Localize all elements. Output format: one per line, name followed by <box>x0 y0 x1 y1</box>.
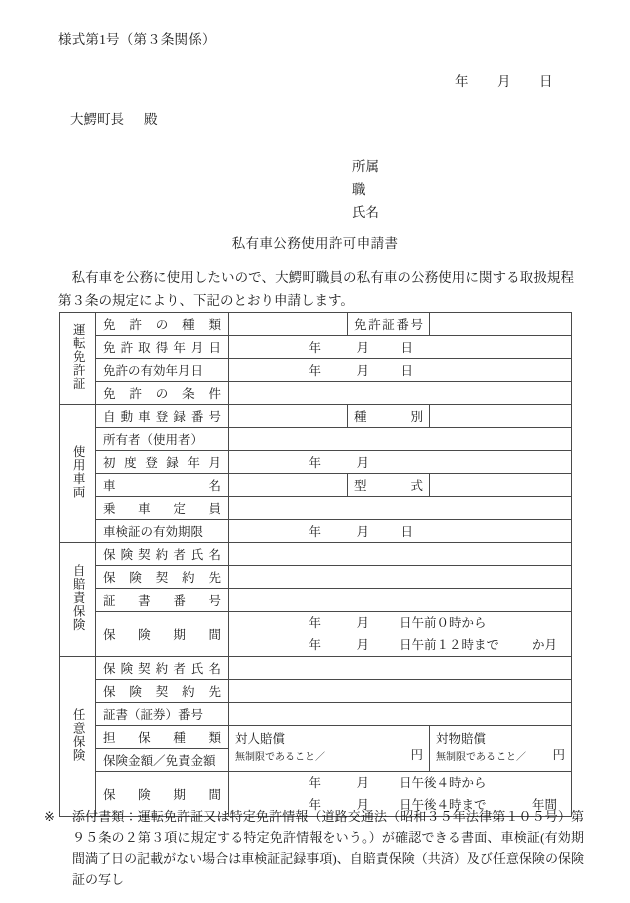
table-row <box>60 680 572 703</box>
period-tail-text: 日午後４時まで <box>399 798 487 812</box>
row-label: 免 許 の 種 類 <box>96 313 229 336</box>
row-label: 証書（証券）番号 <box>96 703 229 726</box>
coverage-cell-1 <box>430 726 572 772</box>
application-details-table <box>59 312 572 817</box>
month-label: 月 <box>356 638 369 652</box>
row-label: 車 名 <box>96 474 229 497</box>
year-label: 年 <box>308 798 321 812</box>
year-label: 年 <box>308 638 321 652</box>
intro-paragraph <box>58 266 574 312</box>
coverage-currency-unit: 円 <box>410 748 423 762</box>
sub-value-field[interactable] <box>430 474 572 497</box>
month-label: 月 <box>356 525 369 539</box>
sub-value-field[interactable] <box>430 313 572 336</box>
sub-value-field[interactable] <box>430 405 572 428</box>
row-label: 保 険 契 約 者 氏 名 <box>96 543 229 566</box>
addressee-line <box>70 108 158 128</box>
period-line-2 <box>229 634 571 656</box>
coverage-note: 円 無制限であること／ <box>436 748 565 763</box>
section-label-text: 使用車両 <box>71 444 86 499</box>
row-label: 保険金額／免責金額 <box>96 749 229 772</box>
value-field[interactable] <box>229 405 348 428</box>
date-field[interactable] <box>229 336 572 359</box>
date-year-label: 年 <box>455 74 469 89</box>
addressee-name: 大鰐町長 <box>70 112 124 127</box>
value-field[interactable] <box>229 428 572 451</box>
coverage-title: 対人賠償 <box>235 732 286 746</box>
period-unit: 年間 <box>531 798 557 812</box>
period-line-1 <box>229 772 571 794</box>
year-label: 年 <box>308 616 321 630</box>
table-row <box>60 382 572 405</box>
row-label: 初 度 登 録 年 月 <box>96 451 229 474</box>
table-row <box>60 703 572 726</box>
sub-label: 種 別 <box>348 405 430 428</box>
section-label-0 <box>60 313 96 405</box>
row-label: 保 険 期 間 <box>96 772 229 817</box>
row-label: 免 許 取 得 年 月 日 <box>96 336 229 359</box>
section-label-2 <box>60 543 96 657</box>
month-label: 月 <box>356 456 369 470</box>
year-label: 年 <box>308 776 321 790</box>
value-field[interactable] <box>229 703 572 726</box>
value-field[interactable] <box>229 382 572 405</box>
table-row <box>60 313 572 336</box>
coverage-cell-0 <box>229 726 430 772</box>
coverage-title: 対物賠償 <box>436 732 487 746</box>
table-row <box>60 657 572 680</box>
date-field[interactable] <box>229 520 572 543</box>
table-row <box>60 566 572 589</box>
table-body <box>60 313 572 817</box>
day-label: 日 <box>400 364 413 378</box>
month-label: 月 <box>356 776 369 790</box>
sub-label: 免 許 証 番 号 <box>348 313 430 336</box>
footnote-body <box>72 806 584 890</box>
date-day-label: 日 <box>539 74 553 89</box>
row-label: 保 険 契 約 者 氏 名 <box>96 657 229 680</box>
table-row <box>60 474 572 497</box>
period-tail-text: 日午前０時から <box>399 616 487 630</box>
date-field[interactable] <box>229 359 572 382</box>
coverage-currency-unit: 円 <box>552 748 565 762</box>
coverage-note: 円 無制限であること／ <box>235 748 423 763</box>
row-label: 免許の有効年月日 <box>96 359 229 382</box>
value-field[interactable] <box>229 680 572 703</box>
footnote-mark: ※ <box>44 809 55 824</box>
row-label: 車検証の有効期限 <box>96 520 229 543</box>
month-label: 月 <box>356 616 369 630</box>
section-label-3 <box>60 657 96 817</box>
period-tail-text: 日午後４時から <box>399 776 487 790</box>
period-line-1 <box>229 612 571 634</box>
intro-text: 私有車を公務に使用したいので、大鰐町職員の私有車の公務使用に関する取扱規程第３条の規定により、下記のとおり申請します。 <box>58 270 574 308</box>
row-label: 免 許 の 条 件 <box>96 382 229 405</box>
table-row <box>60 520 572 543</box>
applicant-affiliation-label: 所属 <box>352 159 379 174</box>
applicant-position-label: 職 <box>352 182 366 197</box>
day-label: 日 <box>400 341 413 355</box>
applicant-name-label: 氏名 <box>352 205 379 220</box>
applicant-block <box>352 155 379 224</box>
row-label: 保 険 期 間 <box>96 612 229 657</box>
footnote-text: 添付書類：運転免許証又は特定免許情報（道路交通法（昭和３５年法律第１０５号）第９５条の２第３項に規定する特定免許情報をいう。）が確認できる書面、車検証(有効期間満了日の記載がない場合は車検証記録事項)、自賠責保険（共済）及び任意保険の保険証の写し <box>72 809 584 887</box>
addressee-honorific: 殿 <box>144 112 158 127</box>
row-label: 保 険 契 約 先 <box>96 680 229 703</box>
day-label: 日 <box>400 525 413 539</box>
row-label: 自 動 車 登 録 番 号 <box>96 405 229 428</box>
table-row <box>60 612 572 657</box>
section-label-1 <box>60 405 96 543</box>
form-number: 様式第1号（第３条関係） <box>58 32 216 47</box>
page-title: 私有車公務使用許可申請書 <box>231 236 399 251</box>
row-label: 証 書 番 号 <box>96 589 229 612</box>
period-field[interactable] <box>229 612 572 657</box>
month-label: 月 <box>356 798 369 812</box>
section-label-text: 任意保険 <box>71 707 86 762</box>
month-label: 月 <box>356 364 369 378</box>
date-field[interactable] <box>229 451 572 474</box>
value-field[interactable] <box>229 474 348 497</box>
row-label: 乗 車 定 員 <box>96 497 229 520</box>
submission-date-line <box>455 70 553 90</box>
year-label: 年 <box>308 525 321 539</box>
table-row <box>60 497 572 520</box>
value-field[interactable] <box>229 497 572 520</box>
value-field[interactable] <box>229 543 572 566</box>
table-row <box>60 428 572 451</box>
table-row <box>60 336 572 359</box>
value-field[interactable] <box>229 657 572 680</box>
row-label: 保 険 契 約 先 <box>96 566 229 589</box>
sub-label: 型 式 <box>348 474 430 497</box>
month-label: 月 <box>356 341 369 355</box>
year-label: 年 <box>308 456 321 470</box>
value-field[interactable] <box>229 313 348 336</box>
year-label: 年 <box>308 364 321 378</box>
value-field[interactable] <box>229 566 572 589</box>
period-tail-text: 日午前１２時まで <box>399 638 500 652</box>
section-label-text: 自賠責保険 <box>71 563 86 632</box>
table-row <box>60 359 572 382</box>
year-label: 年 <box>308 341 321 355</box>
footnote <box>44 806 584 890</box>
table-row <box>60 451 572 474</box>
row-label: 所有者（使用者） <box>96 428 229 451</box>
value-field[interactable] <box>229 589 572 612</box>
section-label-text: 運転免許証 <box>71 322 86 391</box>
table-row <box>60 589 572 612</box>
period-unit: か月 <box>531 638 557 652</box>
date-month-label: 月 <box>497 74 511 89</box>
table-row <box>60 726 572 749</box>
table-row <box>60 405 572 428</box>
table-row <box>60 543 572 566</box>
row-label: 担 保 種 類 <box>96 726 229 749</box>
